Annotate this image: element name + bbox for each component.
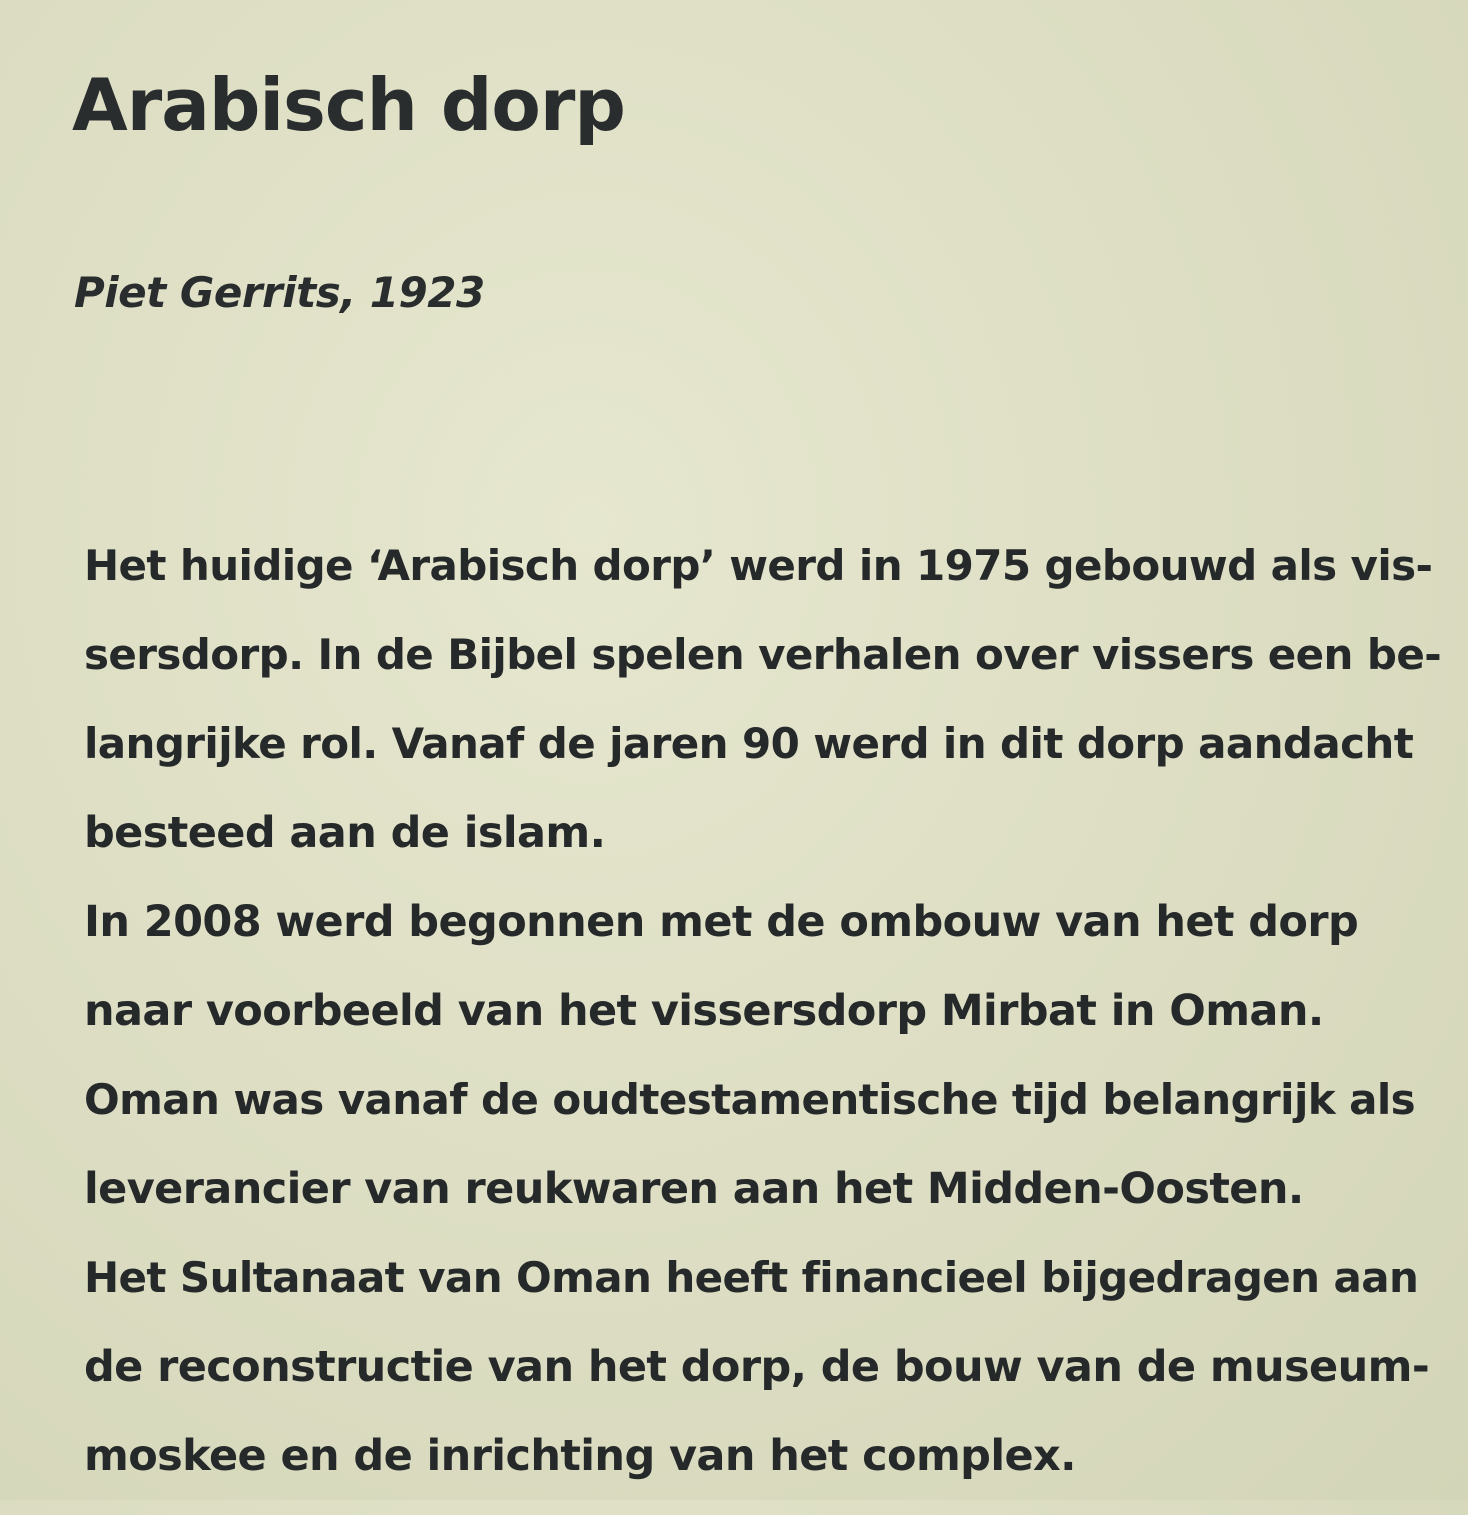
- sign-body: [84, 536, 1444, 1515]
- body-line: de reconstructie van het dorp, de bouw van de museum-: [84, 1342, 1430, 1392]
- sign-byline: Piet Gerrits, 1923: [74, 268, 485, 317]
- body-line: In 2008 werd begonnen met de ombouw van het dorp: [84, 897, 1359, 947]
- body-line: naar voorbeeld van het vissersdorp Mirbat in Oman.: [84, 986, 1324, 1036]
- body-line: besteed aan de islam.: [84, 808, 606, 858]
- body-line: Oman was vanaf de oudtestamentische tijd belangrijk als: [84, 1075, 1416, 1124]
- body-line: sersdorp. In de Bijbel spelen verhalen over vissers een be-: [84, 630, 1442, 679]
- body-line: leverancier van reukwaren aan het Midden-Oosten.: [84, 1164, 1304, 1214]
- body-line: Het Sultanaat van Oman heeft financieel bijgedragen aan: [84, 1253, 1419, 1302]
- body-line: langrijke rol. Vanaf de jaren 90 werd in dit dorp aandacht: [84, 719, 1414, 768]
- body-line: moskee en de inrichting van het complex.: [84, 1431, 1076, 1481]
- sign-title: Arabisch dorp: [72, 63, 625, 147]
- body-line: Het huidige ‘Arabisch dorp’ werd in 1975 gebouwd als vis-: [84, 541, 1433, 590]
